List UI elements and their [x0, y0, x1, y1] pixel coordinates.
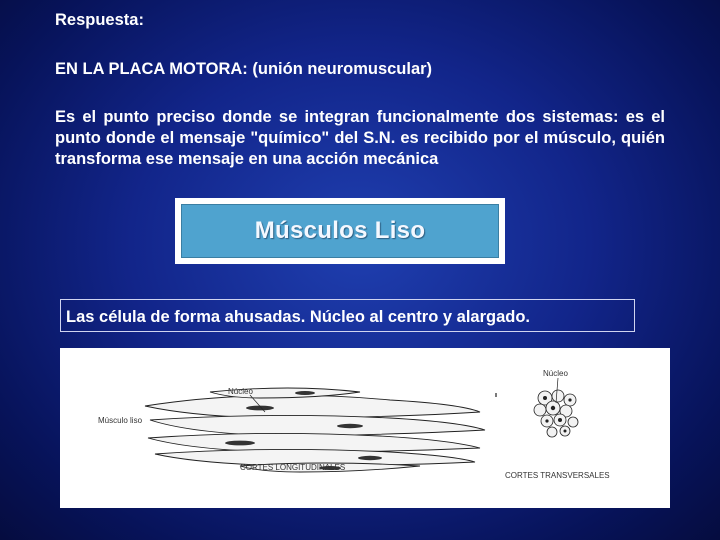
body-paragraph: Es el punto preciso donde se integran funcionalmente dos sistemas: es el punto donde el mensaje "químico" del S.N. es recibido por el músculo, quién transforma ese mensaje en una acción mecánica [55, 108, 665, 168]
smooth-muscle-figure [60, 348, 670, 508]
description-text: Las célula de forma ahusadas. Núcleo al centro y alargado. [66, 308, 530, 326]
answer-heading: Respuesta: [55, 11, 144, 29]
title-inner [181, 204, 499, 258]
label-nucleo-right: Núcleo [543, 369, 568, 378]
caption-longitudinal: CORTES LONGITUDINALES [240, 463, 346, 472]
label-nucleo-left: Núcleo [228, 387, 253, 396]
label-musculo: Músculo liso [98, 416, 143, 425]
smooth-muscle-illustration [60, 348, 670, 508]
caption-transversal: CORTES TRANSVERSALES [505, 471, 610, 480]
subheading: EN LA PLACA MOTORA: (unión neuromuscular) [55, 60, 433, 78]
title-box [175, 198, 505, 264]
slide-title: Músculos Liso [254, 217, 426, 244]
